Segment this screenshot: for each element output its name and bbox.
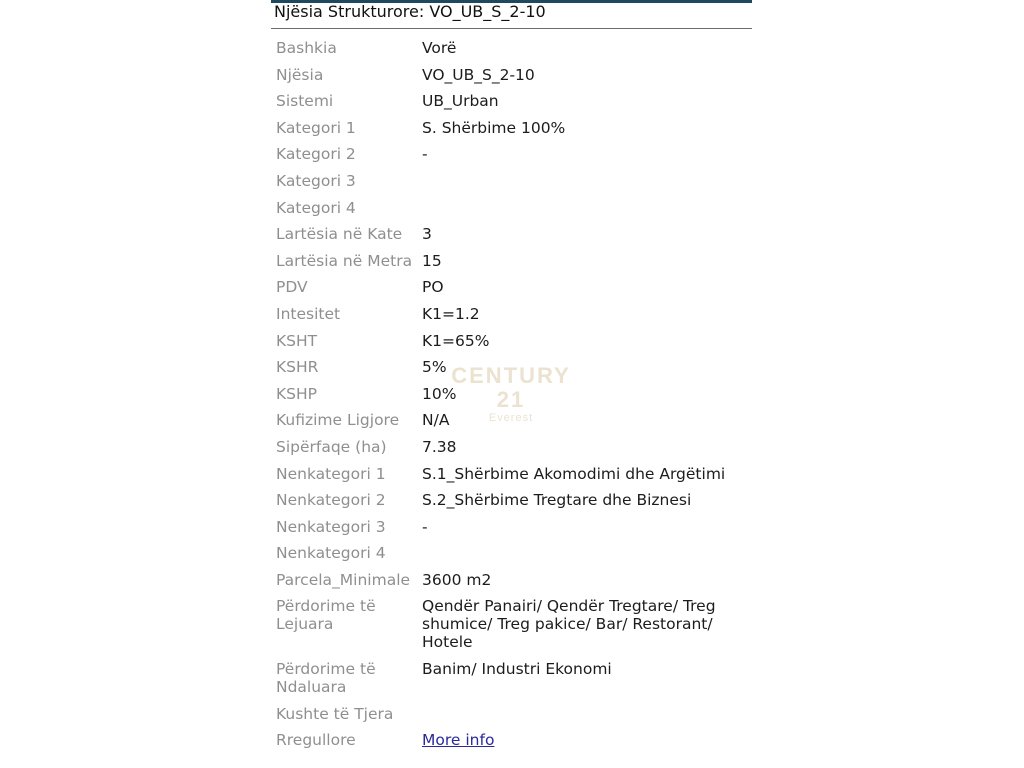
table-row [271, 381, 752, 408]
row-value [422, 195, 752, 222]
table-row [271, 487, 752, 514]
table-row [271, 514, 752, 541]
table-row [271, 35, 752, 62]
table-row [271, 540, 752, 567]
row-value: Banim/ Industri Ekonomi [422, 660, 612, 679]
table-row [271, 701, 752, 728]
table-row [271, 168, 752, 195]
row-key: Kategori 1 [276, 118, 356, 137]
row-value: 15 [422, 251, 442, 270]
table-row [271, 328, 752, 355]
row-key: Sistemi [276, 92, 334, 111]
row-value: VO_UB_S_2-10 [422, 65, 535, 84]
table-row [271, 407, 752, 434]
row-value: Vorë [422, 39, 457, 57]
row-value: 3600 m2 [422, 570, 492, 589]
table-row [271, 567, 752, 594]
table-row [271, 354, 752, 381]
row-value: 10% [422, 384, 457, 403]
regulation-value [422, 727, 752, 754]
feature-info-panel [271, 0, 752, 768]
table-row [271, 434, 752, 461]
row-key: Lartësia në Metra [276, 251, 413, 270]
row-key: Kufizime Ligjore [276, 411, 400, 430]
table-row [271, 221, 752, 248]
row-key: Kushte të Tjera [276, 704, 394, 723]
row-value: 3 [422, 225, 432, 244]
row-key: PDV [276, 278, 308, 297]
regulation-key: Rregullore [276, 731, 356, 750]
row-key: Kategori 3 [276, 171, 356, 190]
row-key: Kategori 4 [276, 198, 356, 217]
table-row [271, 656, 752, 701]
row-key: Nenkategori 4 [276, 544, 386, 563]
panel-title: Njësia Strukturore: VO_UB_S_2-10 [274, 2, 546, 21]
row-key: Nenkategori 2 [276, 491, 386, 510]
row-value: S.2_Shërbime Tregtare dhe Biznesi [422, 491, 692, 510]
title-divider [271, 28, 752, 29]
row-value: N/A [422, 411, 450, 430]
table-row [271, 727, 752, 754]
row-key: Njësia [276, 65, 324, 84]
row-value [422, 540, 752, 567]
row-value: K1=1.2 [422, 304, 480, 323]
row-value: PO [422, 278, 444, 297]
row-key: Sipërfaqe (ha) [276, 437, 387, 456]
row-value [422, 168, 752, 195]
row-key: Bashkia [276, 39, 337, 57]
row-key: Intesitet [276, 304, 341, 323]
watermark-office: Everest [488, 412, 534, 424]
row-value: - [422, 145, 428, 164]
row-key: Nenkategori 1 [276, 464, 386, 483]
row-key: Nenkategori 3 [276, 517, 386, 536]
row-value: S. Shërbime 100% [422, 118, 566, 137]
table-row [271, 115, 752, 142]
table-row [271, 301, 752, 328]
watermark-brand: CENTURY 21 [451, 363, 571, 412]
row-value: Qendër Panairi/ Qendër Tregtare/ Treg shumice/ Treg pakice/ Bar/ Restorant/ Hotele [422, 597, 716, 652]
row-value: - [422, 517, 428, 536]
row-value: S.1_Shërbime Akomodimi dhe Argëtimi [422, 464, 726, 483]
attribute-table [271, 35, 752, 754]
table-row [271, 195, 752, 222]
table-row [271, 593, 752, 656]
table-row [271, 461, 752, 488]
table-row [271, 248, 752, 275]
row-key: Parcela_Minimale [276, 570, 411, 589]
table-row [271, 141, 752, 168]
table-row [271, 274, 752, 301]
row-key: KSHT [276, 331, 318, 350]
table-row [271, 62, 752, 89]
row-key: Kategori 2 [276, 145, 356, 164]
row-key: Përdorime të Lejuara [276, 597, 376, 634]
row-value: 7.38 [422, 437, 457, 456]
row-key: KSHR [276, 358, 319, 377]
row-key: Përdorime të Ndaluara [276, 660, 376, 697]
row-value [422, 701, 752, 728]
row-value: UB_Urban [422, 92, 499, 111]
row-value: K1=65% [422, 331, 490, 350]
more-info-link[interactable]: More info [422, 731, 495, 750]
row-key: Lartësia në Kate [276, 225, 403, 244]
row-key: KSHP [276, 384, 318, 403]
row-value: 5% [422, 358, 447, 377]
table-row [271, 88, 752, 115]
